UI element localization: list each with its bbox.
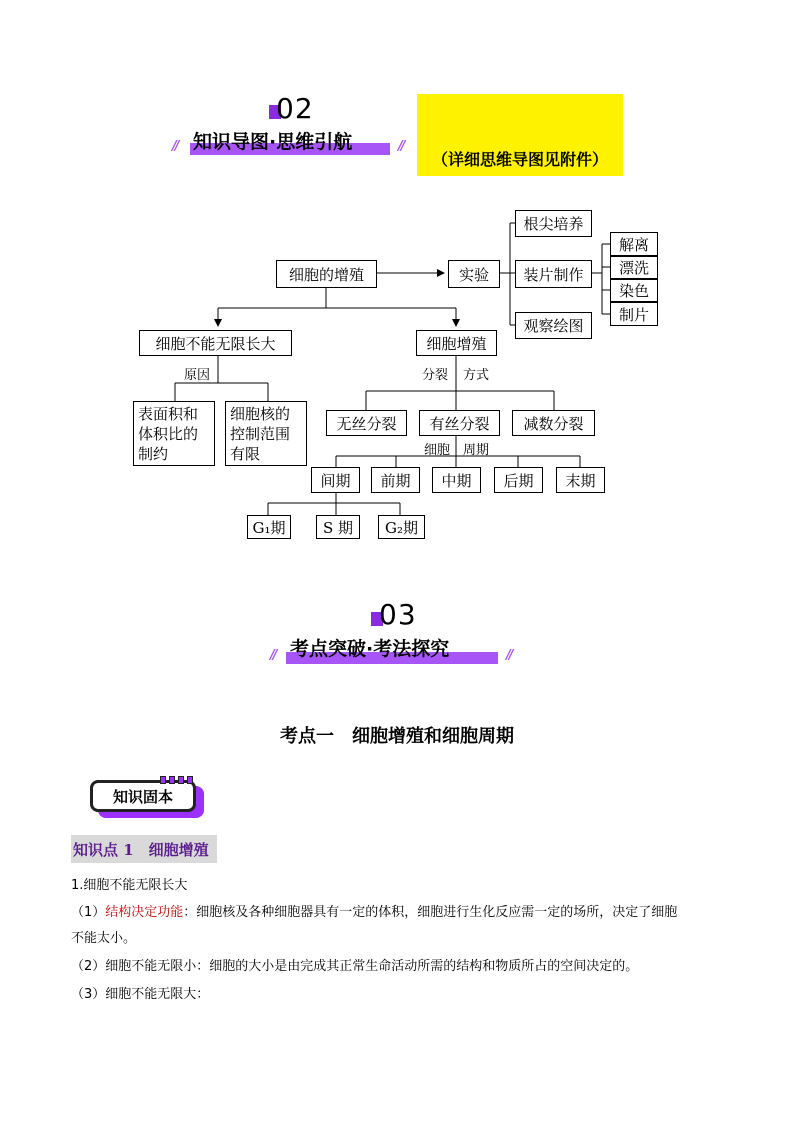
- mindmap-division-label-2: 方式: [463, 368, 490, 383]
- reason-1-line-1: 表面积和: [138, 405, 199, 423]
- section-02-left-slashes: //: [172, 139, 178, 154]
- mindmap-root: 细胞的增殖: [276, 260, 377, 288]
- topic-title: 考点一 细胞增殖和细胞周期: [280, 726, 514, 747]
- mindmap-phase-telophase: 末期: [556, 467, 605, 493]
- mindmap-amitosis: 无丝分裂: [326, 410, 407, 436]
- mindmap-meiosis: 减数分裂: [512, 410, 595, 436]
- reason-1-line-2: 体积比的: [138, 425, 199, 443]
- mindmap-phase-anaphase: 后期: [494, 467, 543, 493]
- mindmap-g2-phase: G₂期: [378, 515, 425, 539]
- knowledge-point-heading: 知识点 1 细胞增殖: [71, 835, 217, 863]
- mindmap-s-phase: S 期: [316, 515, 360, 539]
- reason-2-line-3: 有限: [230, 445, 261, 463]
- knowledge-badge: [90, 776, 206, 816]
- section-02-title: 知识导图·思维引航: [193, 131, 353, 153]
- mindmap-exp-slide-making: 装片制作: [515, 260, 592, 288]
- mindmap-exp-observe-draw: 观察绘图: [515, 312, 592, 339]
- mindmap-phase-metaphase: 中期: [432, 467, 481, 493]
- content-paragraph-3: （3）细胞不能无限大：: [71, 987, 210, 1002]
- mindmap-exp-root-culture: 根尖培养: [515, 210, 592, 237]
- section-03-title: 考点突破·考法探究: [290, 638, 450, 660]
- mindmap-phase-interphase: 间期: [311, 467, 360, 493]
- section-02-number: 02: [276, 92, 314, 125]
- badge-label: 知识固本: [90, 780, 196, 812]
- reason-1-line-3: 制约: [138, 445, 169, 463]
- mindmap-step-staining: 染色: [610, 279, 658, 302]
- mindmap-step-rinsing: 漂洗: [610, 256, 658, 279]
- content-paragraph-1-cont: 不能太小。: [71, 931, 137, 946]
- content-heading: 1.细胞不能无限长大: [71, 878, 188, 893]
- section-03-number: 03: [379, 598, 417, 631]
- attachment-note-text: （详细思维导图见附件）: [431, 150, 608, 169]
- mindmap-phase-prophase: 前期: [371, 467, 420, 493]
- reason-2-line-2: 控制范围: [230, 425, 291, 443]
- content-paragraph-2: （2）细胞不能无限小：细胞的大小是由完成其正常生命活动所需的结构和物质所占的空间决定的。: [71, 959, 639, 974]
- mindmap-experiment: 实验: [448, 260, 500, 288]
- mindmap-cycle-label-1: 细胞: [424, 443, 451, 458]
- mindmap-step-dissociation: 解离: [610, 232, 658, 256]
- p1-prefix: （1）: [71, 905, 106, 920]
- mindmap-reason-label: 原因: [184, 368, 211, 383]
- mindmap-limit: 细胞不能无限长大: [139, 330, 292, 356]
- section-03-left-slashes: //: [270, 648, 276, 663]
- mindmap-g1-phase: G₁期: [247, 515, 291, 539]
- content-paragraph-1: [71, 901, 731, 925]
- section-03-right-slashes: //: [506, 648, 512, 663]
- mindmap-step-mounting: 制片: [610, 302, 658, 326]
- mindmap-division-label-1: 分裂: [422, 368, 449, 383]
- mindmap-cycle-label-2: 周期: [463, 443, 490, 458]
- p1-highlight: 结构决定功能: [105, 905, 184, 920]
- mindmap-proliferation: 细胞增殖: [416, 330, 497, 356]
- reason-2-line-1: 细胞核的: [230, 405, 291, 423]
- mindmap-reason-nucleus-control: [225, 401, 307, 466]
- p1-text: ：细胞核及各种细胞器具有一定的体积，细胞进行生化反应需一定的场所，决定了细胞: [183, 905, 678, 920]
- badge-binding-dots: [160, 776, 196, 784]
- mindmap-mitosis: 有丝分裂: [419, 410, 500, 436]
- mindmap-reason-surface-volume: [133, 401, 215, 466]
- section-02-right-slashes: //: [398, 139, 404, 154]
